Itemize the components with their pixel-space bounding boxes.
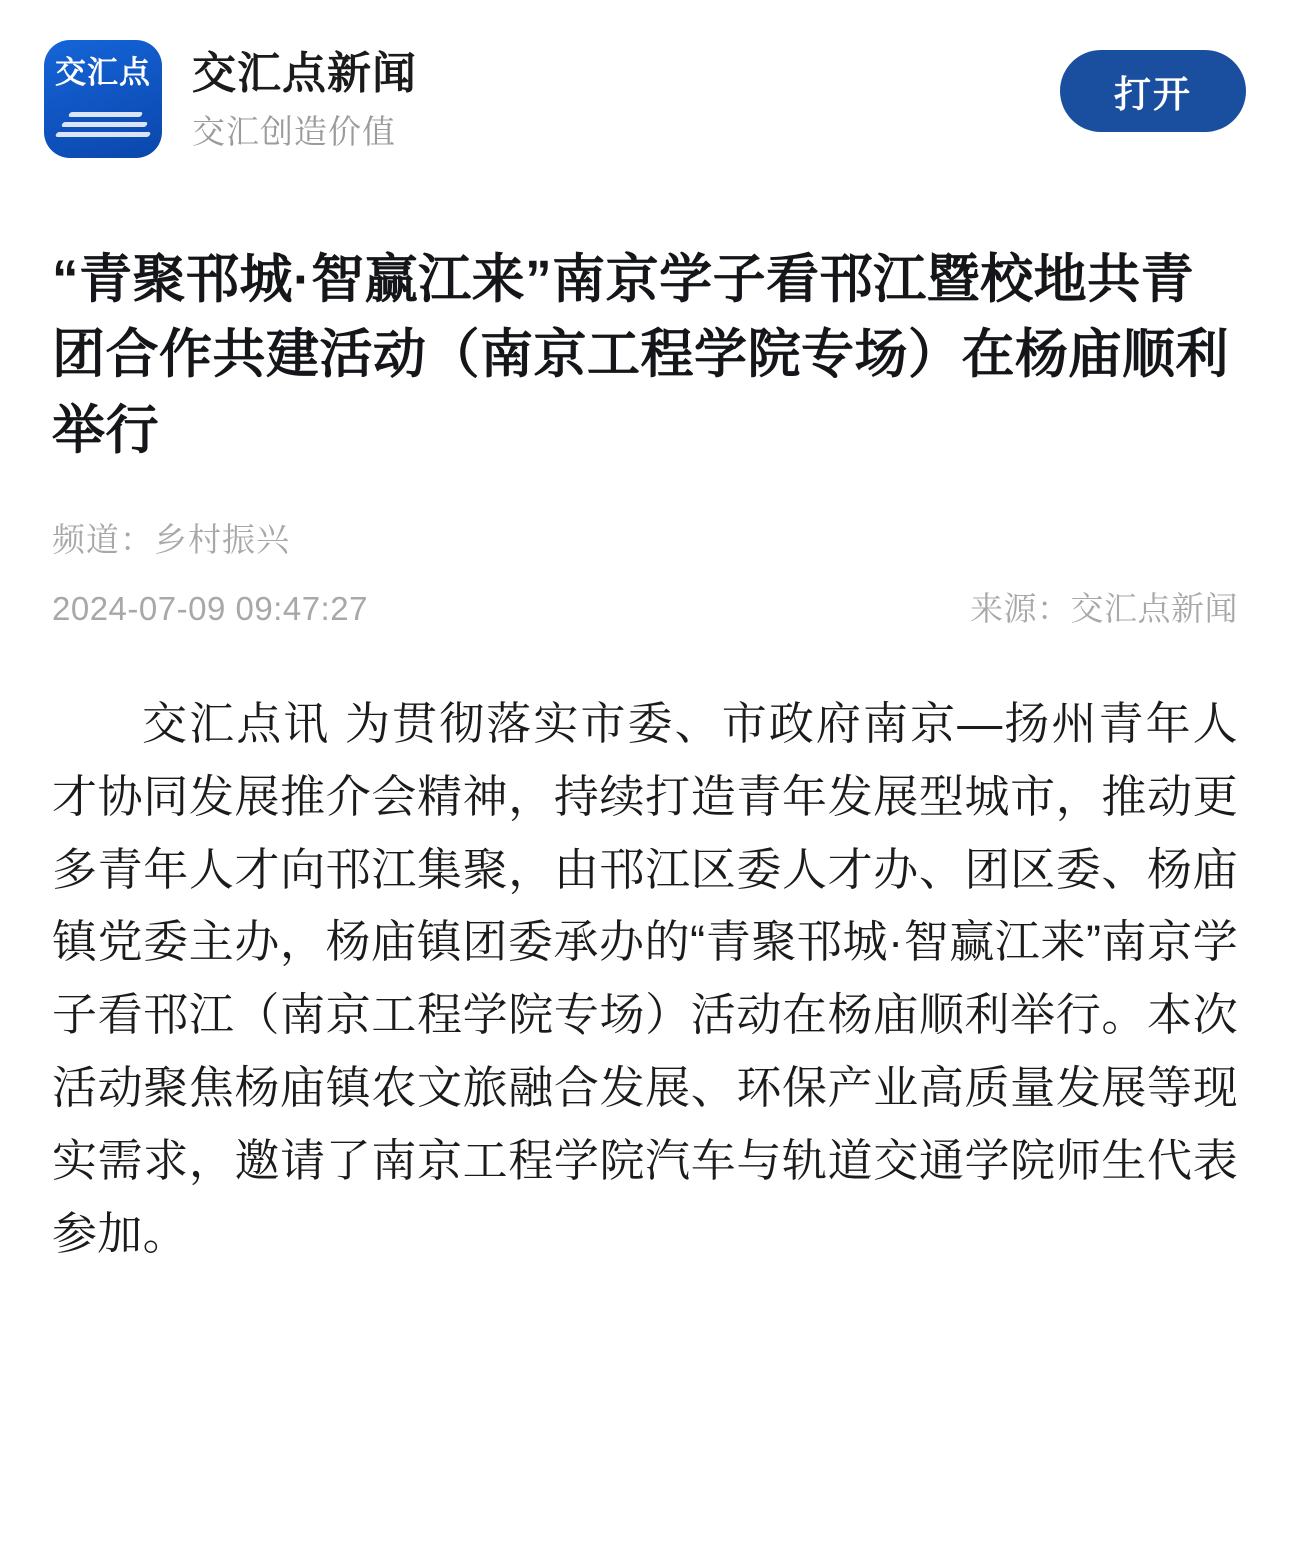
source: [970, 583, 1238, 630]
article-container: [0, 180, 1290, 1271]
open-app-button[interactable]: 打开: [1060, 50, 1246, 132]
app-meta: [192, 40, 1060, 154]
app-name: 交汇点新闻: [192, 49, 417, 98]
publish-date: 2024-07-09 09:47:27: [52, 589, 368, 627]
app-promo-bar: [0, 0, 1290, 180]
app-slogan: 交汇创造价值: [192, 113, 396, 150]
source-value: 交汇点新闻: [1070, 589, 1238, 627]
page-title: “青聚邗城·智赢江来”南京学子看邗江暨校地共青团合作共建活动（南京工程学院专场）在杨庙顺利举行: [52, 250, 1229, 460]
channel-row: [52, 514, 1238, 561]
app-logo-text: 交汇点: [55, 55, 151, 90]
source-label: 来源：: [970, 589, 1071, 627]
article-meta-row: [52, 583, 1238, 630]
channel-label: 频道：: [52, 520, 154, 558]
channel-value[interactable]: 乡村振兴: [154, 520, 290, 558]
app-logo-wave-icon: [56, 112, 150, 146]
article-body-paragraph: 交汇点讯 为贯彻落实市委、市政府南京—扬州青年人才协同发展推介会精神，持续打造青年发展型城市，推动更多青年人才向邗江集聚，由邗江区委人才办、团区委、杨庙镇党委主办，杨庙镇团委承办的“青聚邗城·智赢江来”南京学子看邗江（南京工程学院专场）活动在杨庙顺利举行。本次活动聚焦杨庙镇农文旅融合发展、环保产业高质量发展等现实需求，邀请了南京工程学院汽车与轨道交通学院师生代表参加。: [52, 697, 1238, 1259]
app-logo-icon: [44, 40, 162, 158]
